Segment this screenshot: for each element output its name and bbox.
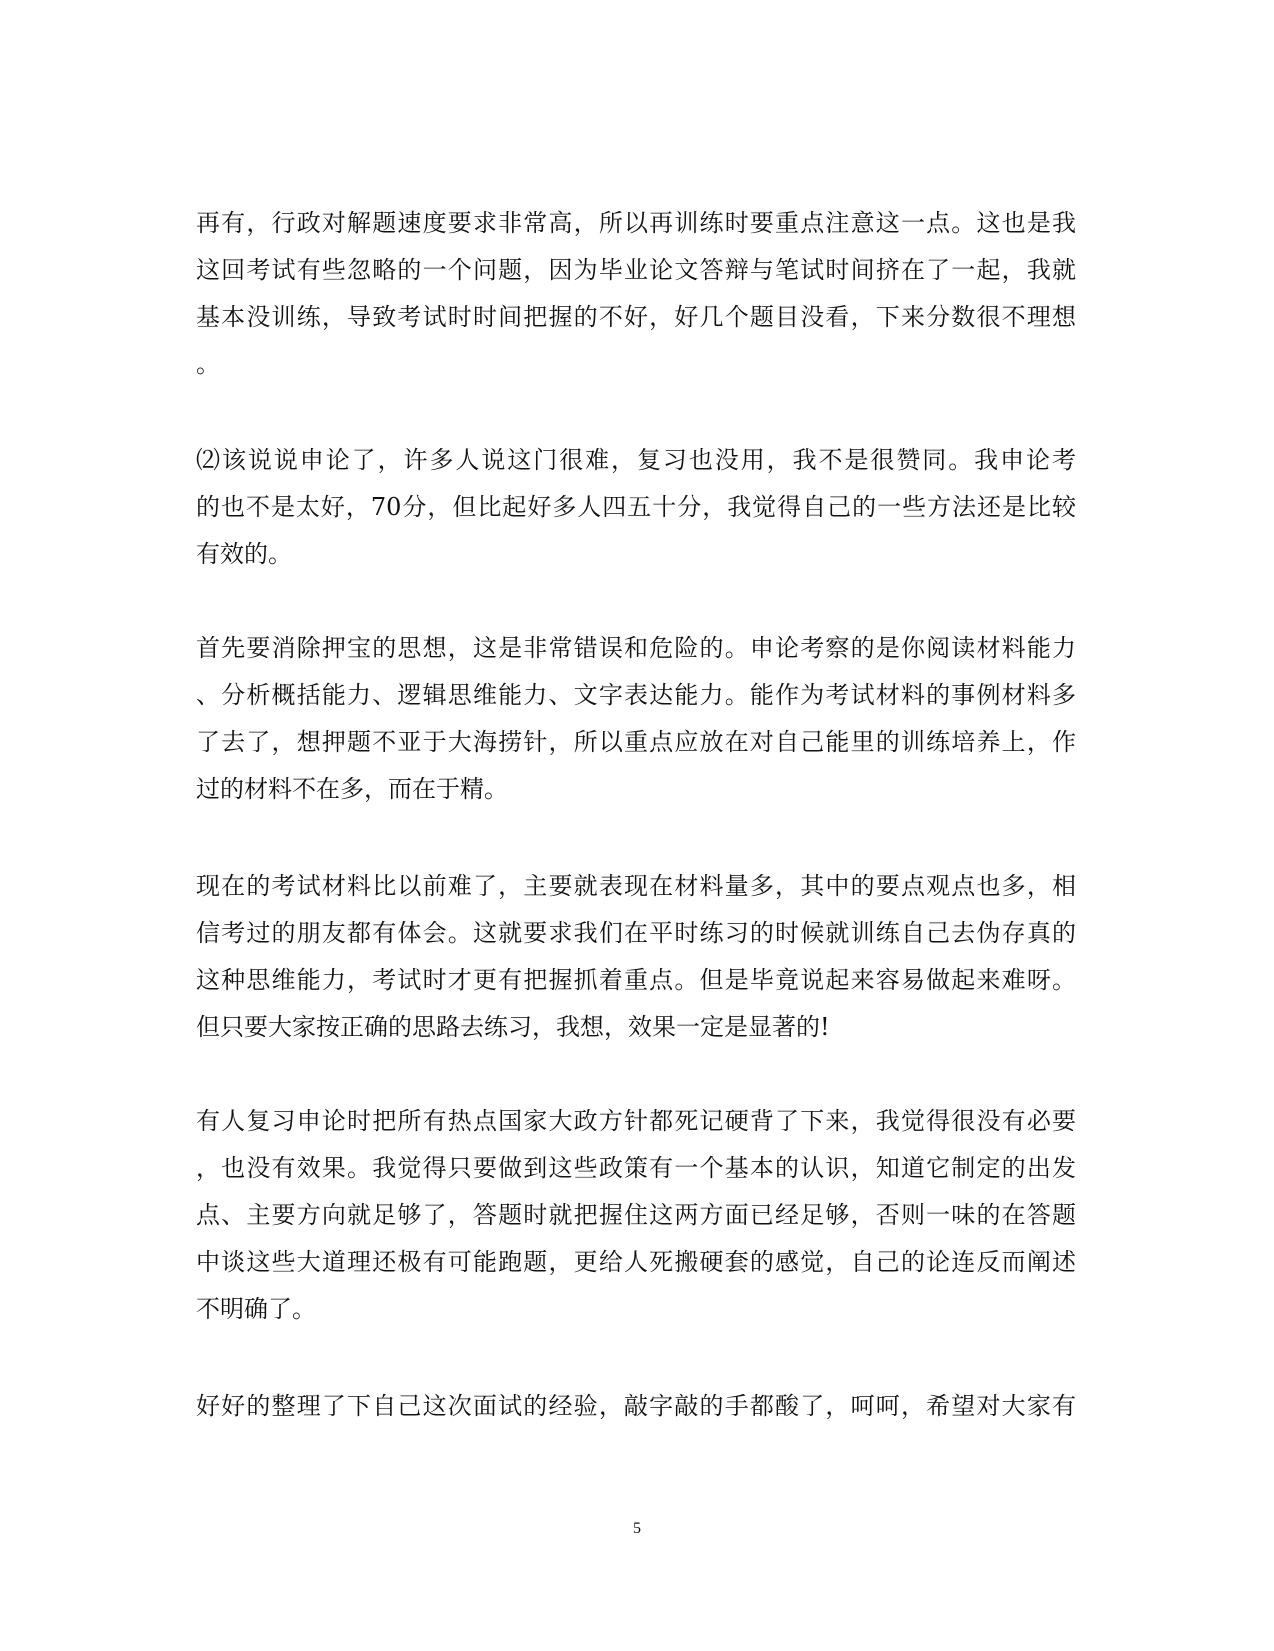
paragraph-line: 但只要大家按正确的思路去练习，我想，效果一定是显著的! — [196, 1013, 830, 1041]
paragraph-line: 首先要消除押宝的思想，这是非常错误和危险的。申论考察的是你阅读材料能力 — [196, 634, 1076, 662]
paragraph-line: 过的材料不在多，而在于精。 — [196, 775, 508, 803]
paragraph-line: 了去了，想押题不亚于大海捞针，所以重点应放在对自己能里的训练培养上，作 — [196, 728, 1076, 756]
paragraph-line: 这回考试有些忽略的一个问题，因为毕业论文答辩与笔试时间挤在了一起，我就 — [196, 256, 1076, 284]
paragraph-line: 的也不是太好，70分，但比起好多人四五十分，我觉得自己的一些方法还是比较 — [196, 493, 1076, 521]
paragraph-line: 再有，行政对解题速度要求非常高，所以再训练时要重点注意这一点。这也是我 — [196, 209, 1076, 237]
paragraph-line: ⑵该说说申论了，许多人说这门很难，复习也没用，我不是很赞同。我申论考 — [196, 446, 1076, 474]
page-number: 5 — [633, 1520, 641, 1537]
paragraph-line: 基本没训练，导致考试时时间把握的不好，好几个题目没看，下来分数很不理想 — [196, 303, 1076, 331]
paragraph-line: 。 — [196, 350, 220, 378]
paragraph-line: 中谈这些大道理还极有可能跑题，更给人死搬硬套的感觉，自己的论连反而阐述 — [196, 1248, 1076, 1276]
paragraph-line: 、分析概括能力、逻辑思维能力、文字表达能力。能作为考试材料的事例材料多 — [196, 681, 1076, 709]
paragraph-line: 这种思维能力，考试时才更有把握抓着重点。但是毕竟说起来容易做起来难呀。 — [196, 966, 1076, 994]
paragraph-line: 有人复习申论时把所有热点国家大政方针都死记硬背了下来，我觉得很没有必要 — [196, 1107, 1076, 1135]
paragraph-line: 好好的整理了下自己这次面试的经验，敲字敲的手都酸了，呵呵，希望对大家有 — [196, 1392, 1076, 1420]
paragraph-line: 不明确了。 — [196, 1295, 316, 1323]
paragraph-line: 现在的考试材料比以前难了，主要就表现在材料量多，其中的要点观点也多，相 — [196, 872, 1076, 900]
paragraph-line: 有效的。 — [196, 540, 292, 568]
paragraph-line: 点、主要方向就足够了，答题时就把握住这两方面已经足够，否则一味的在答题 — [196, 1201, 1076, 1229]
paragraph-line: 信考过的朋友都有体会。这就要求我们在平时练习的时候就训练自己去伪存真的 — [196, 919, 1076, 947]
paragraph-line: ，也没有效果。我觉得只要做到这些政策有一个基本的认识，知道它制定的出发 — [196, 1154, 1076, 1182]
